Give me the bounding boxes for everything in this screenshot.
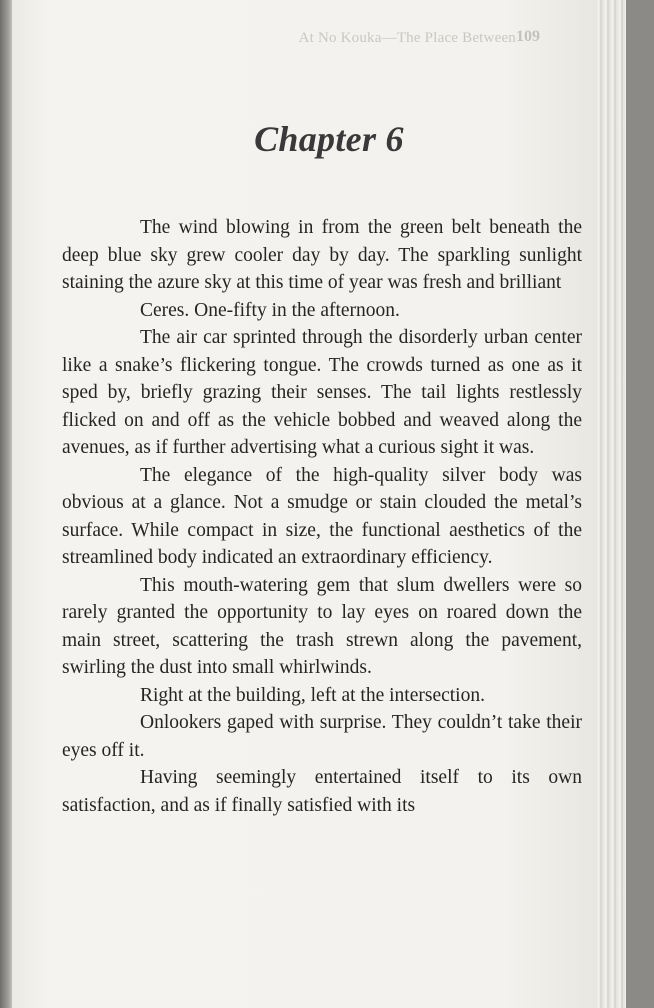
paragraph-4: The elegance of the high-quality silver body was obvious at a glance. Not a smudge or stain clouded the metal’s surface. While compact in size, the functional aesthetics of the streamlined body indicated an extraordinary efficiency.: [62, 464, 582, 568]
page-stack-edge: [596, 0, 626, 1008]
book-page: [12, 0, 626, 1008]
paragraph-6: Right at the building, left at the intersection.: [140, 684, 485, 706]
chapter-title: Chapter 6: [254, 119, 404, 159]
paragraph-8: Having seemingly entertained itself to its own satisfaction, and as if finally satisfied with its: [62, 767, 582, 816]
paragraph-3: The air car sprinted through the disorderly urban center like a snake’s flickering tongue. The crowds turned as one as it sped by, briefly grazing their senses. The tail lights restlessly flicked on and off as the vehicle bobbed and weaved along the avenues, as if further advertising what a curious sight it was.: [62, 327, 582, 458]
paragraph-5: This mouth-watering gem that slum dwellers were so rarely granted the opportunity to lay eyes on roared down the main street, scattering the trash strewn along the pavement, swirling the dust into small whirlwinds.: [62, 574, 582, 678]
chapter-body: [62, 214, 582, 819]
running-header: At No Kouka—The Place Between: [298, 30, 516, 46]
paragraph-1: The wind blowing in from the green belt beneath the deep blue sky grew cooler day by day. The sparkling sunlight staining the azure sky at this time of year was fresh and brilliant: [62, 217, 582, 293]
page-number: 109: [516, 28, 540, 45]
paragraph-7: Onlookers gaped with surprise. They couldn’t take their eyes off it.: [62, 712, 582, 761]
paragraph-2: Ceres. One-fifty in the afternoon.: [140, 299, 400, 321]
